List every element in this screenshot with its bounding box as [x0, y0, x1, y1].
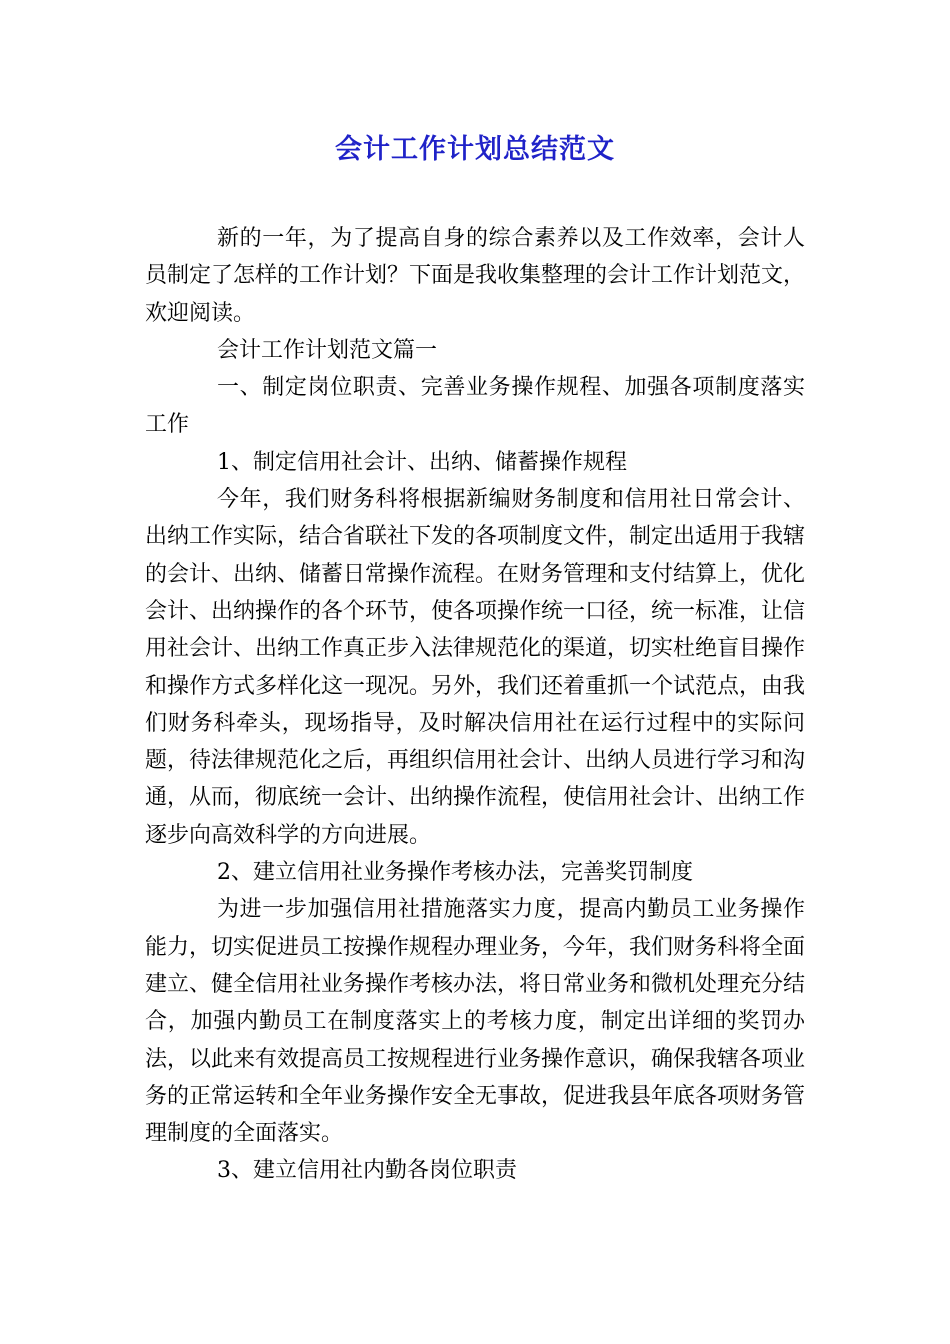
paragraph-section-heading: 会计工作计划范文篇一 [217, 337, 438, 363]
paragraph-subheading-2: 2、建立信用社业务操作考核办法，完善奖罚制度 [217, 860, 693, 886]
paragraph-subheading-3: 3、建立信用社内勤各岗位职责 [217, 1158, 517, 1184]
paragraph-body-2: 为进一步加强信用社措施落实力度，提高内勤员工业务操作能力，切实促进员工按操作规程办理业务，今年，我们财务科将全面建立、健全信用社业务操作考核办法，将日常业务和微机处理充分结合，加强内勤员工在制度落实上的考核力度，制定出详细的奖罚办法，以此来有效提高员工按规程进行业务操作意识，确保我辖各项业务的正常运转和全年业务操作安全无事故，促进我县年底各项财务管理制度的全面落实。 [145, 897, 806, 1147]
document-title: 会计工作计划总结范文 [335, 134, 615, 165]
paragraph-body-1: 今年，我们财务科将根据新编财务制度和信用社日常会计、出纳工作实际，结合省联社下发的各项制度文件，制定出适用于我辖的会计、出纳、储蓄日常操作流程。在财务管理和支付结算上，优化会计、出纳操作的各个环节，使各项操作统一口径，统一标准，让信用社会计、出纳工作真正步入法律规范化的渠道，切实杜绝盲目操作和操作方式多样化这一现况。另外，我们还着重抓一个试范点，由我们财务科牵头，现场指导，及时解决信用社在运行过程中的实际问题，待法律规范化之后，再组织信用社会计、出纳人员进行学习和沟通，从而，彻底统一会计、出纳操作流程，使信用社会计、出纳工作逐步向高效科学的方向进展。 [145, 487, 806, 848]
paragraph-heading-1: 一、制定岗位职责、完善业务操作规程、加强各项制度落实工作 [145, 375, 805, 438]
paragraph-subheading-1: 1、制定信用社会计、出纳、储蓄操作规程 [217, 449, 627, 475]
document-body [145, 220, 805, 1190]
paragraph-intro: 新的一年，为了提高自身的综合素养以及工作效率，会计人员制定了怎样的工作计划？下面是我收集整理的会计工作计划范文，欢迎阅读。 [145, 226, 806, 326]
